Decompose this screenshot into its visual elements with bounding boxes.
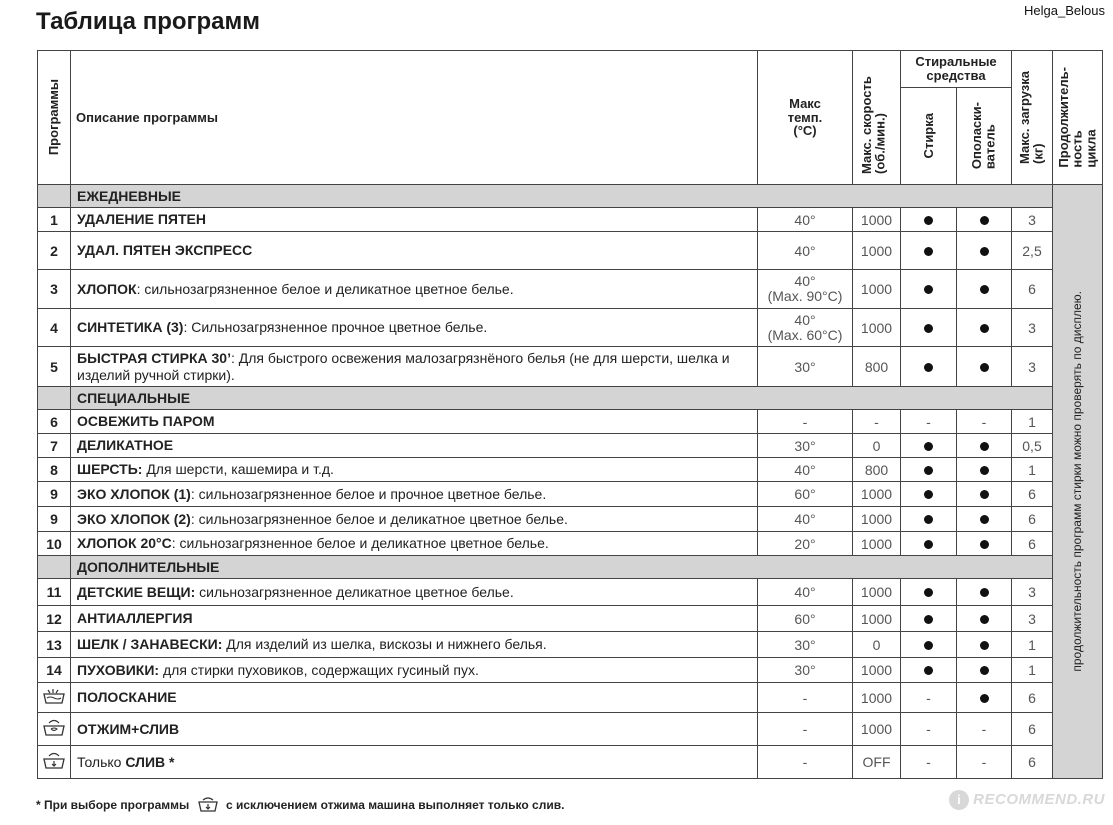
detergent-wash xyxy=(901,270,957,309)
temp-value: 60° xyxy=(794,610,816,627)
program-description xyxy=(71,507,758,532)
temp-value: 60° xyxy=(794,486,816,502)
program-number: 7 xyxy=(38,434,71,458)
temp-max-value: (Max. 60°C) xyxy=(767,326,843,343)
section-row-daily xyxy=(38,185,1103,208)
temp-value: 30° xyxy=(794,662,816,678)
dot-icon xyxy=(924,588,933,597)
program-name: ШЕЛК / ЗАНАВЕСКИ: xyxy=(77,636,223,653)
program-description xyxy=(71,232,758,270)
detergent-rinse xyxy=(957,347,1012,387)
detergent-rinse xyxy=(957,458,1012,482)
table-row xyxy=(38,347,1103,387)
max-speed: - xyxy=(853,410,901,434)
table-row xyxy=(38,683,1103,713)
max-temp xyxy=(758,208,853,232)
spin-icon xyxy=(41,718,67,738)
program-number xyxy=(38,683,71,713)
max-temp xyxy=(758,458,853,482)
drain-icon xyxy=(41,751,67,771)
dot-icon xyxy=(980,515,989,524)
detergent-wash: - xyxy=(901,713,957,746)
temp-value: 40° xyxy=(794,584,816,600)
detergent-wash xyxy=(901,347,957,387)
detergent-wash xyxy=(901,532,957,556)
dot-icon xyxy=(924,324,933,333)
max-speed: 1000 xyxy=(853,579,901,606)
section-row-special xyxy=(38,387,1103,410)
header-description: Описание программы xyxy=(71,51,758,185)
page-title: Таблица программ xyxy=(36,8,261,35)
detergent-rinse xyxy=(957,309,1012,347)
detergent-rinse xyxy=(957,232,1012,270)
program-name: ПОЛОСКАНИЕ xyxy=(77,689,177,706)
max-load: 3 xyxy=(1012,579,1053,606)
table-row xyxy=(38,713,1103,746)
program-description xyxy=(71,632,758,658)
header-max-speed: Макс. скорость (об./мин.) xyxy=(853,51,901,185)
program-details: : Сильнозагрязненное прочное цветное белье. xyxy=(183,319,488,336)
max-speed: OFF xyxy=(853,746,901,779)
max-load: 6 xyxy=(1012,713,1053,746)
program-number: 10 xyxy=(38,532,71,556)
temp-value: 30° xyxy=(794,636,816,653)
program-description xyxy=(71,270,758,309)
dot-icon xyxy=(924,490,933,499)
detergent-wash xyxy=(901,482,957,507)
dot-icon xyxy=(924,442,933,451)
max-temp xyxy=(758,579,853,606)
table-row xyxy=(38,658,1103,683)
dot-icon xyxy=(980,442,989,451)
detergent-wash xyxy=(901,632,957,658)
program-description xyxy=(71,434,758,458)
max-load: 6 xyxy=(1012,482,1053,507)
temp-value: 40° xyxy=(794,511,816,527)
temp-value: 30° xyxy=(794,437,816,454)
max-speed: 1000 xyxy=(853,507,901,532)
detergent-wash xyxy=(901,458,957,482)
header-programs: Программы xyxy=(38,51,71,185)
program-details: : Для быстрого освежения малозагрязнёного белья (не для шерсти, шелка и изделий ручной стирки). xyxy=(77,350,730,383)
program-name: УДАЛЕНИЕ ПЯТЕН xyxy=(77,211,206,228)
author-watermark: Helga_Belous xyxy=(1024,3,1105,18)
program-description xyxy=(71,347,758,387)
max-temp xyxy=(758,410,853,434)
max-temp xyxy=(758,309,853,347)
table-row xyxy=(38,458,1103,482)
detergent-wash xyxy=(901,434,957,458)
max-temp xyxy=(758,632,853,658)
program-number: 8 xyxy=(38,458,71,482)
program-number: 3 xyxy=(38,270,71,309)
max-temp xyxy=(758,683,853,713)
max-temp xyxy=(758,270,853,309)
section-label: СПЕЦИАЛЬНЫЕ xyxy=(71,387,1053,410)
dot-icon xyxy=(980,216,989,225)
program-description xyxy=(71,208,758,232)
program-name: ДЕЛИКАТНОЕ xyxy=(77,437,174,454)
program-name: ХЛОПОК 20°C xyxy=(77,535,172,552)
max-speed: 1000 xyxy=(853,532,901,556)
header-max-load: Макс. загрузка (кг) xyxy=(1012,51,1053,185)
detergent-wash xyxy=(901,232,957,270)
program-prefix: Только xyxy=(77,753,126,770)
program-name: СЛИВ * xyxy=(125,753,175,770)
detergent-rinse: - xyxy=(957,713,1012,746)
program-name: АНТИАЛЛЕРГИЯ xyxy=(77,610,193,627)
dot-icon xyxy=(980,285,989,294)
dot-icon xyxy=(924,285,933,294)
detergent-rinse xyxy=(957,482,1012,507)
max-load: 3 xyxy=(1012,347,1053,387)
program-details: для стирки пуховиков, содержащих гусиный пух. xyxy=(159,661,479,678)
rinse-icon xyxy=(41,686,67,706)
table-row xyxy=(38,606,1103,632)
max-temp xyxy=(758,532,853,556)
section-label: ЕЖЕДНЕВНЫЕ xyxy=(71,185,1053,208)
program-number: 14 xyxy=(38,658,71,683)
dot-icon xyxy=(924,216,933,225)
table-row xyxy=(38,632,1103,658)
temp-value: 40° xyxy=(794,461,816,478)
header-wash: Стирка xyxy=(901,88,957,185)
max-load: 6 xyxy=(1012,746,1053,779)
max-temp xyxy=(758,713,853,746)
program-name: ШЕРСТЬ: xyxy=(77,461,143,478)
detergent-wash: - xyxy=(901,683,957,713)
max-speed: 1000 xyxy=(853,208,901,232)
program-name: ХЛОПОК xyxy=(77,280,137,297)
program-number: 11 xyxy=(38,579,71,606)
temp-value: - xyxy=(802,689,808,706)
dot-icon xyxy=(924,247,933,256)
max-temp xyxy=(758,434,853,458)
section-label: ДОПОЛНИТЕЛЬНЫЕ xyxy=(71,556,1053,579)
table-row xyxy=(38,532,1103,556)
temp-value: 40° xyxy=(794,242,816,259)
program-number: 6 xyxy=(38,410,71,434)
dot-icon xyxy=(980,615,989,624)
program-details: : сильнозагрязненное белое и деликатное цветное белье. xyxy=(190,510,568,527)
max-temp xyxy=(758,347,853,387)
dot-icon xyxy=(924,363,933,372)
detergent-rinse: - xyxy=(957,746,1012,779)
max-temp xyxy=(758,507,853,532)
max-temp xyxy=(758,482,853,507)
max-load: 1 xyxy=(1012,410,1053,434)
max-load: 3 xyxy=(1012,606,1053,632)
program-description xyxy=(71,606,758,632)
program-description xyxy=(71,482,758,507)
program-description xyxy=(71,410,758,434)
program-name: ОСВЕЖИТЬ ПАРОМ xyxy=(77,413,215,430)
max-speed: 0 xyxy=(853,632,901,658)
max-speed: 800 xyxy=(853,458,901,482)
program-details: сильнозагрязненное деликатное цветное белье. xyxy=(195,583,514,600)
header-duration: Продолжитель- ность цикла xyxy=(1053,51,1103,185)
table-row xyxy=(38,232,1103,270)
max-speed: 1000 xyxy=(853,658,901,683)
dot-icon xyxy=(980,466,989,475)
max-load: 1 xyxy=(1012,458,1053,482)
detergent-wash xyxy=(901,658,957,683)
max-load: 3 xyxy=(1012,309,1053,347)
table-row xyxy=(38,507,1103,532)
program-details: : сильнозагрязненное белое и прочное цветное белье. xyxy=(190,485,547,502)
table-row xyxy=(38,579,1103,606)
program-name: ПУХОВИКИ: xyxy=(77,661,160,678)
detergent-wash xyxy=(901,579,957,606)
detergent-rinse xyxy=(957,270,1012,309)
program-name: БЫСТРАЯ СТИРКА 30’ xyxy=(77,350,231,367)
program-description xyxy=(71,713,758,746)
program-number: 9 xyxy=(38,482,71,507)
dot-icon xyxy=(980,588,989,597)
dot-icon xyxy=(924,615,933,624)
detergent-wash: - xyxy=(901,746,957,779)
program-name: ЭКО ХЛОПОК (2) xyxy=(77,510,191,527)
program-name: УДАЛ. ПЯТЕН ЭКСПРЕСС xyxy=(77,242,253,259)
table-row xyxy=(38,208,1103,232)
detergent-rinse xyxy=(957,632,1012,658)
program-number: 4 xyxy=(38,309,71,347)
dot-icon xyxy=(980,694,989,703)
temp-value: 40° xyxy=(794,211,816,228)
dot-icon xyxy=(980,641,989,650)
detergent-rinse xyxy=(957,532,1012,556)
table-row xyxy=(38,482,1103,507)
program-number: 9 xyxy=(38,507,71,532)
dot-icon xyxy=(924,466,933,475)
dot-icon xyxy=(980,324,989,333)
max-speed: 0 xyxy=(853,434,901,458)
detergent-wash xyxy=(901,208,957,232)
max-temp xyxy=(758,746,853,779)
section-row-additional xyxy=(38,556,1103,579)
dot-icon xyxy=(980,666,989,675)
temp-value: 30° xyxy=(794,358,816,375)
max-temp xyxy=(758,232,853,270)
table-row xyxy=(38,270,1103,309)
max-load: 1 xyxy=(1012,632,1053,658)
program-number xyxy=(38,713,71,746)
table-row xyxy=(38,410,1103,434)
detergent-wash xyxy=(901,309,957,347)
drain-icon xyxy=(197,796,219,814)
max-load: 3 xyxy=(1012,208,1053,232)
dot-icon xyxy=(980,540,989,549)
max-speed: 1000 xyxy=(853,713,901,746)
temp-max-value: (Max. 90°C) xyxy=(767,288,843,304)
temp-value: - xyxy=(802,721,808,737)
dot-icon xyxy=(924,666,933,675)
header-max-temp: Макс темп. (°C) xyxy=(758,51,853,185)
dot-icon xyxy=(980,363,989,372)
max-load: 0,5 xyxy=(1012,434,1053,458)
dot-icon xyxy=(924,641,933,650)
program-description xyxy=(71,658,758,683)
footnote: * При выборе программы с исключением отжима машина выполняет только слив. xyxy=(36,798,565,812)
max-speed: 1000 xyxy=(853,606,901,632)
detergent-rinse xyxy=(957,683,1012,713)
program-number: 1 xyxy=(38,208,71,232)
program-details: : сильнозагрязненное белое и деликатное цветное белье. xyxy=(136,280,514,297)
detergent-rinse xyxy=(957,606,1012,632)
detergent-wash xyxy=(901,507,957,532)
program-description xyxy=(71,532,758,556)
detergent-rinse xyxy=(957,658,1012,683)
max-load: 1 xyxy=(1012,658,1053,683)
temp-value: 40° xyxy=(794,273,816,290)
temp-value: 20° xyxy=(794,535,816,552)
program-description xyxy=(71,309,758,347)
table-row xyxy=(38,746,1103,779)
dot-icon xyxy=(980,247,989,256)
detergent-rinse xyxy=(957,434,1012,458)
detergent-rinse: - xyxy=(957,410,1012,434)
program-number xyxy=(38,746,71,779)
duration-note: продолжительность программ стирки можно проверять по дисплею. xyxy=(1070,291,1085,672)
dot-icon xyxy=(924,540,933,549)
program-name: ОТЖИМ+СЛИВ xyxy=(77,720,180,737)
max-speed: 1000 xyxy=(853,309,901,347)
max-temp xyxy=(758,658,853,683)
max-load: 6 xyxy=(1012,532,1053,556)
max-temp xyxy=(758,606,853,632)
header-rinse: Ополаски- ватель xyxy=(957,88,1012,185)
recommend-watermark: i RECOMMEND.RU xyxy=(949,790,1105,810)
program-number: 2 xyxy=(38,232,71,270)
temp-value: - xyxy=(802,413,808,430)
program-number: 12 xyxy=(38,606,71,632)
dot-icon xyxy=(980,490,989,499)
max-load: 6 xyxy=(1012,683,1053,713)
detergent-rinse xyxy=(957,507,1012,532)
header-detergents: Стиральные средства xyxy=(901,51,1012,88)
table-row xyxy=(38,309,1103,347)
max-load: 2,5 xyxy=(1012,232,1053,270)
program-name: ЭКО ХЛОПОК (1) xyxy=(77,485,191,502)
detergent-wash: - xyxy=(901,410,957,434)
max-speed: 1000 xyxy=(853,270,901,309)
duration-note-cell xyxy=(1053,185,1103,779)
detergent-wash xyxy=(901,606,957,632)
max-speed: 800 xyxy=(853,347,901,387)
temp-value: 40° xyxy=(794,311,816,328)
dot-icon xyxy=(924,515,933,524)
program-number: 13 xyxy=(38,632,71,658)
program-name: СИНТЕТИКА (3) xyxy=(77,319,184,336)
program-name: ДЕТСКИЕ ВЕЩИ: xyxy=(77,583,196,600)
max-speed: 1000 xyxy=(853,482,901,507)
table-row xyxy=(38,434,1103,458)
programs-table xyxy=(37,50,1103,779)
program-description xyxy=(71,683,758,713)
program-details: Для шерсти, кашемира и т.д. xyxy=(142,461,334,478)
detergent-rinse xyxy=(957,579,1012,606)
recommend-badge-icon: i xyxy=(949,790,969,810)
max-speed: 1000 xyxy=(853,683,901,713)
program-details: : сильнозагрязненное белое и деликатное цветное белье. xyxy=(171,535,549,552)
max-load: 6 xyxy=(1012,507,1053,532)
program-description xyxy=(71,579,758,606)
max-load: 6 xyxy=(1012,270,1053,309)
program-number: 5 xyxy=(38,347,71,387)
detergent-rinse xyxy=(957,208,1012,232)
temp-value: - xyxy=(802,754,808,770)
max-speed: 1000 xyxy=(853,232,901,270)
program-details: Для изделий из шелка, вискозы и нижнего белья. xyxy=(222,636,547,653)
program-description xyxy=(71,746,758,779)
program-description xyxy=(71,458,758,482)
